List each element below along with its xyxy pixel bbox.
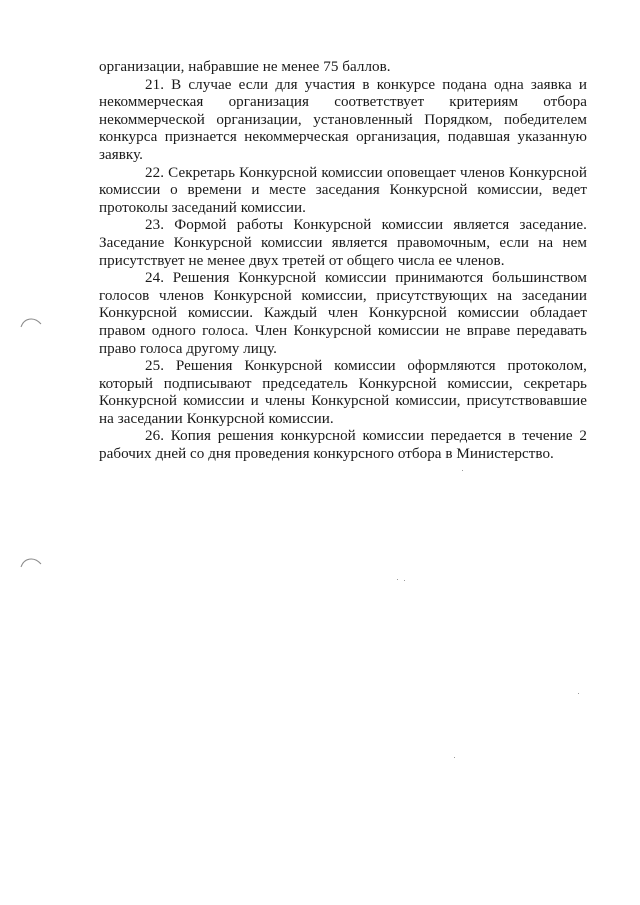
paragraph-25: 25. Решения Конкурсной комиссии оформляются протоколом, который подписывают председатель Конкурсной комиссии, секретарь Конкурсной комиссии и члены Конкурсной комиссии, присутствовавшие на заседании Конкурсной комиссии. [99, 358, 587, 427]
scan-speck [404, 580, 405, 581]
document-body [99, 59, 587, 464]
scan-speck [462, 470, 463, 471]
punch-hole-mark-upper [20, 316, 42, 328]
scan-speck [578, 693, 579, 694]
paragraph-21: 21. В случае если для участия в конкурсе подана одна заявка и некоммерческая организация соответствует критериям отбора некоммерческой организации, установленный Порядком, победителем конкурса признается некоммерческая организация, подавшая указанную заявку. [99, 76, 587, 163]
scan-speck [397, 579, 398, 580]
paragraph-22: 22. Секретарь Конкурсной комиссии оповещает членов Конкурсной комиссии о времени и месте заседания Конкурсной комиссии, ведет протоколы заседаний комиссии. [99, 164, 587, 216]
scan-speck [454, 757, 455, 758]
punch-hole-mark-lower [20, 556, 42, 568]
paragraph-24: 24. Решения Конкурсной комиссии принимаются большинством голосов членов Конкурсной комиссии, присутствующих на заседании Конкурсной комиссии. Каждый член Конкурсной комиссии обладает правом одного голоса. Член Конкурсной комиссии не вправе передавать право голоса другому лицу. [99, 270, 587, 357]
paragraph-23: 23. Формой работы Конкурсной комиссии является заседание. Заседание Конкурсной комиссии является правомочным, если на нем присутствует не менее двух третей от общего числа ее членов. [99, 217, 587, 269]
paragraph-20-continuation: организации, набравшие не менее 75 баллов. [99, 59, 391, 75]
paragraph-26: 26. Копия решения конкурсной комиссии передается в течение 2 рабочих дней со дня проведения конкурсного отбора в Министерство. [99, 428, 587, 463]
